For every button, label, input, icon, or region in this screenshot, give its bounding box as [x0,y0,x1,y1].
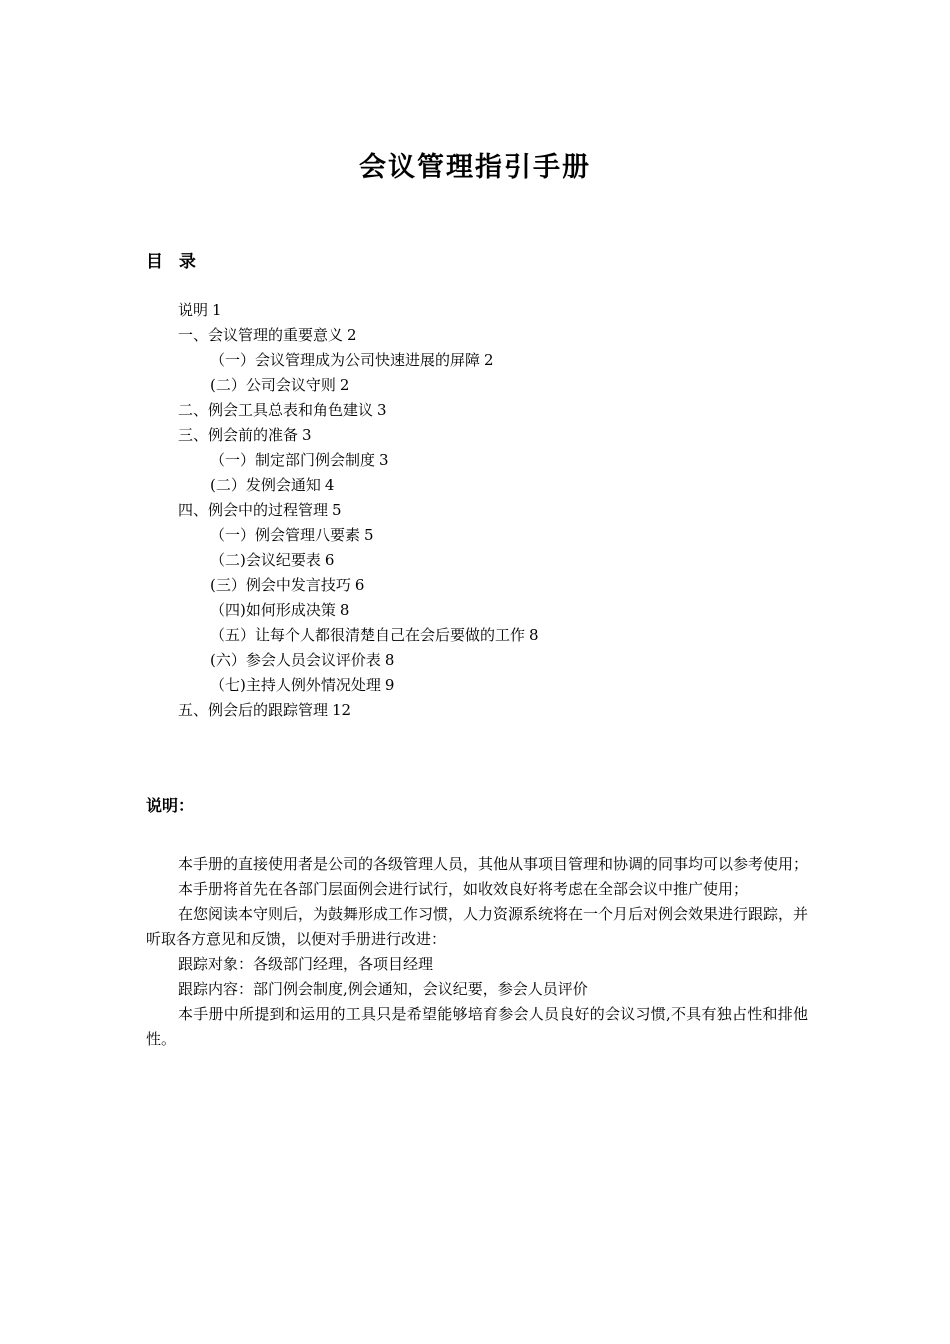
toc-entry-page-number: 8 [339,601,350,619]
toc-entry[interactable] [178,698,539,723]
toc-entry[interactable] [178,673,539,698]
toc-entry-page-number: 4 [324,476,335,494]
document-title: 会议管理指引手册 [359,152,591,184]
toc-heading: 目 录 [146,252,201,272]
toc-entry-page-number: 5 [332,501,342,519]
toc-entry-label: （一）会议管理成为公司快速进展的屏障 [210,351,481,369]
toc-entry-page-number: 2 [347,326,357,344]
notes-body [146,852,808,1052]
toc-entry-label: (二）公司会议守则 [210,376,336,394]
toc-entry-page-number: 3 [377,401,387,419]
toc-entry-label: 五、例会后的跟踪管理 [178,701,329,719]
toc-entry[interactable] [178,623,539,648]
toc-entry-page-number: 2 [484,351,494,369]
toc-entry-label: （二)会议纪要表 [210,551,321,569]
toc-entry[interactable] [178,598,539,623]
toc-entry-page-number: 2 [339,376,350,394]
toc-entry-page-number: 5 [364,526,374,544]
notes-paragraph: 跟踪对象：各级部门经理，各项目经理 [178,955,434,973]
toc-entry-page-number: 8 [529,626,539,644]
toc-entry[interactable] [178,323,539,348]
toc-entry[interactable] [178,398,539,423]
toc-entry-page-number: 6 [324,551,335,569]
toc-entry-label: （七)主持人例外情况处理 [210,676,381,694]
notes-paragraph: 本手册将首先在各部门层面例会进行试行，如收效良好将考虑在全部会议中推广使用； [178,880,749,898]
toc-entry-page-number: 8 [384,651,395,669]
notes-paragraph: 在您阅读本守则后，为鼓舞形成工作习惯，人力资源系统将在一个月后对例会效果进行跟踪，并听取各方意见和反馈，以便对手册进行改进： [146,905,809,948]
toc-entry[interactable] [178,498,539,523]
toc-entry-page-number: 3 [302,426,312,444]
notes-paragraph: 本手册的直接使用者是公司的各级管理人员，其他从事项目管理和协调的同事均可以参考使用； [178,855,809,873]
toc-entry-page-number: 6 [354,576,365,594]
table-of-contents [178,298,539,723]
toc-entry-page-number: 3 [379,451,389,469]
toc-entry[interactable] [178,448,539,473]
toc-entry-label: （五）让每个人都很清楚自己在会后要做的工作 [210,626,526,644]
toc-entry-label: (三）例会中发言技巧 [210,576,351,594]
notes-heading: 说明： [146,796,195,815]
toc-entry-label: （一）例会管理八要素 [210,526,361,544]
toc-entry[interactable] [178,298,539,323]
notes-paragraph: 跟踪内容：部门例会制度,例会通知，会议纪要，参会人员评价 [178,980,588,998]
toc-entry-label: 三、例会前的准备 [178,426,299,444]
toc-entry-label: （一）制定部门例会制度 [210,451,376,469]
toc-entry-label: 一、会议管理的重要意义 [178,326,344,344]
toc-entry-label: (二）发例会通知 [210,476,321,494]
toc-entry-label: 四、例会中的过程管理 [178,501,329,519]
toc-entry[interactable] [178,423,539,448]
toc-entry[interactable] [178,523,539,548]
toc-entry-label: 二、例会工具总表和角色建议 [178,401,374,419]
toc-entry[interactable] [178,548,539,573]
notes-paragraph: 本手册中所提到和运用的工具只是希望能够培育参会人员良好的会议习惯,不具有独占性和排他性。 [146,1005,808,1048]
toc-entry[interactable] [178,473,539,498]
toc-entry-page-number: 12 [332,701,352,719]
toc-entry-page-number: 9 [384,676,395,694]
toc-entry[interactable] [178,348,539,373]
toc-entry-label: 说明 [178,301,209,319]
toc-entry-label: （四)如何形成决策 [210,601,336,619]
toc-entry[interactable] [178,648,539,673]
toc-entry-page-number: 1 [212,301,222,319]
toc-entry[interactable] [178,373,539,398]
toc-entry[interactable] [178,573,539,598]
toc-entry-label: (六）参会人员会议评价表 [210,651,381,669]
